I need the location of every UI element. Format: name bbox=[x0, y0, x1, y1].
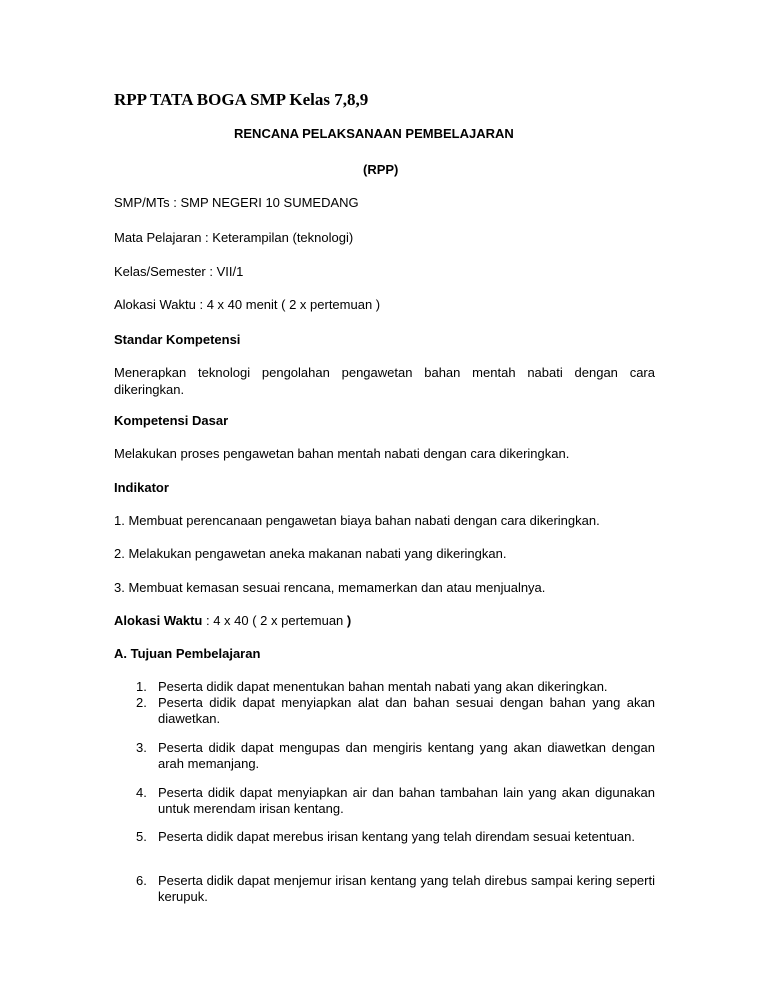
indikator-heading: Indikator bbox=[114, 480, 169, 495]
indikator-item: 2. Melakukan pengawetan aneka makanan nabati yang dikeringkan. bbox=[114, 546, 507, 561]
list-item: 5. Peserta didik dapat merebus irisan kentang yang telah direndam sesuai ketentuan. bbox=[136, 829, 635, 844]
indikator-item: 3. Membuat kemasan sesuai rencana, memamerkan dan atau menjualnya. bbox=[114, 580, 546, 595]
alokasi-value: : 4 x 40 ( 2 x pertemuan bbox=[202, 613, 347, 628]
list-item: 1. Peserta didik dapat menentukan bahan mentah nabati yang akan dikeringkan. bbox=[136, 679, 608, 694]
class-line: Kelas/Semester : VII/1 bbox=[114, 264, 244, 279]
time-line: Alokasi Waktu : 4 x 40 menit ( 2 x pertemuan ) bbox=[114, 297, 381, 312]
list-item: 2. Peserta didik dapat menyiapkan alat dan bahan sesuai dengan bahan yang akan diawetkan. bbox=[136, 695, 655, 726]
tujuan-heading: A. Tujuan Pembelajaran bbox=[114, 646, 261, 661]
subject-line: Mata Pelajaran : Keterampilan (teknologi) bbox=[114, 230, 354, 245]
standar-text: Menerapkan teknologi pengolahan pengawetan bahan mentah nabati dengan cara dikeringkan. bbox=[114, 365, 655, 397]
document-title: RPP TATA BOGA SMP Kelas 7,8,9 bbox=[114, 90, 369, 109]
alokasi-label: Alokasi Waktu bbox=[114, 613, 203, 628]
dasar-heading: Kompetensi Dasar bbox=[114, 413, 229, 428]
list-item: 6. Peserta didik dapat menjemur irisan kentang yang telah direbus sampai kering seperti kerupuk. bbox=[136, 873, 655, 904]
plan-subheading: (RPP) bbox=[363, 162, 399, 177]
alokasi-close: ) bbox=[346, 613, 352, 628]
indikator-item: 1. Membuat perencanaan pengawetan biaya bahan nabati dengan cara dikeringkan. bbox=[114, 513, 600, 528]
dasar-text: Melakukan proses pengawetan bahan mentah nabati dengan cara dikeringkan. bbox=[114, 446, 570, 461]
plan-heading: RENCANA PELAKSANAAN PEMBELAJARAN bbox=[234, 126, 514, 141]
list-item: 3. Peserta didik dapat mengupas dan mengiris kentang yang akan diawetkan dengan arah memanjang. bbox=[136, 740, 655, 771]
standar-heading: Standar Kompetensi bbox=[114, 332, 241, 347]
school-line: SMP/MTs : SMP NEGERI 10 SUMEDANG bbox=[114, 195, 359, 210]
alokasi-line bbox=[114, 612, 655, 629]
list-item: 4. Peserta didik dapat menyiapkan air dan bahan tambahan lain yang akan digunakan untuk merendam irisan kentang. bbox=[136, 785, 655, 816]
